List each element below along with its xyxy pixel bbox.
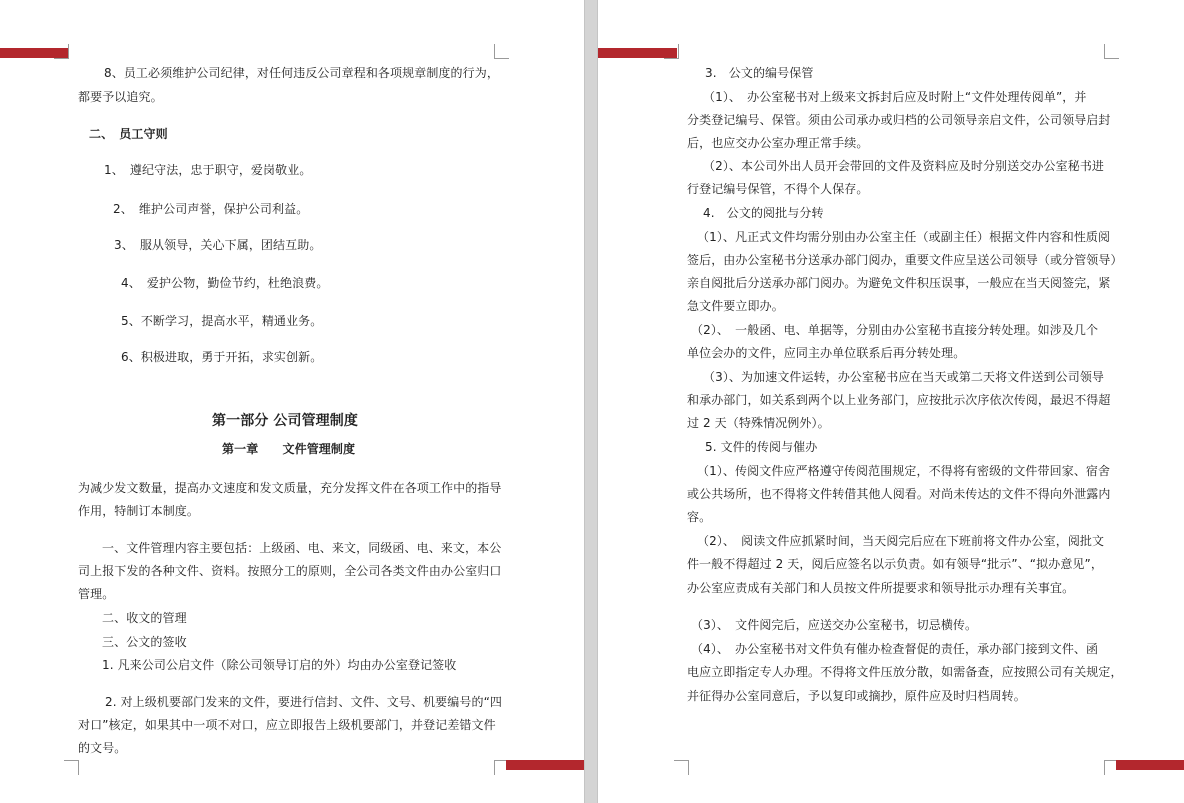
paragraph-line: 司上报下发的各种文件、资料。按照分工的原则，全公司各类文件由办公室归口	[78, 564, 502, 578]
paragraph-line: （2）、本公司外出人员开会带回的文件及资料应及时分别送交办公室秘书进	[703, 159, 1105, 173]
paragraph-line: 都要予以追究。	[78, 90, 163, 104]
part-title: 第一部分 公司管理制度	[212, 413, 358, 429]
paragraph-line: 行登记编号保管，不得个人保存。	[687, 182, 869, 196]
paragraph-line: 并征得办公室同意后，予以复印或摘抄，原件应及时归档周转。	[687, 689, 1026, 703]
section-heading: 二、 员工守则	[89, 127, 168, 141]
page-left[interactable]	[0, 0, 584, 803]
paragraph-line: 作用，特制订本制度。	[78, 504, 200, 518]
paragraph-line: （1）、凡正式文件均需分别由办公室主任（或副主任）根据文件内容和性质阅	[697, 230, 1111, 244]
crop-mark-top-left	[664, 44, 679, 59]
crop-mark-top-left	[54, 44, 69, 59]
footer-red-band	[506, 760, 584, 770]
paragraph-line: 管理。	[78, 587, 115, 601]
list-item: 1、 遵纪守法，忠于职守，爱岗敬业。	[104, 163, 312, 177]
list-item: 2、 维护公司声誉，保护公司利益。	[113, 202, 309, 216]
paragraph-line: （2）、 一般函、电、单据等，分别由办公室秘书直接分转处理。如涉及几个	[691, 323, 1099, 337]
paragraph-line: 对口”核定，如果其中一项不对口，应立即报告上级机要部门，并登记差错文件	[78, 718, 496, 732]
paragraph-line: 件一般不得超过 2 天，阅后应签名以示负责。如有领导“批示”、“拟办意见”，	[687, 557, 1103, 571]
page-gutter	[584, 0, 598, 803]
paragraph-line: 一、文件管理内容主要包括：上级函、电、来文，同级函、电、来文，本公	[102, 541, 502, 555]
subsection-heading: 三、公文的签收	[102, 635, 187, 649]
paragraph-line: 电应立即指定专人办理。不得将文件压放分散，如需备查，应按照公司有关规定，	[687, 665, 1123, 679]
crop-mark-top-right	[494, 44, 509, 59]
paragraph-line: （2）、 阅读文件应抓紧时间，当天阅完后应在下班前将文件办公室，阅批文	[697, 534, 1105, 548]
paragraph-line: 后，也应交办公室办理正常手续。	[687, 136, 869, 150]
list-item: 4、 爱护公物，勤俭节约，杜绝浪费。	[121, 276, 329, 290]
subsection-heading: 5. 文件的传阅与催办	[705, 440, 818, 454]
paragraph-line: （3）、 文件阅完后，应送交办公室秘书，切忌横传。	[691, 618, 978, 632]
paragraph-line: 容。	[687, 510, 712, 524]
paragraph-line: 8、员工必须维护公司纪律，对任何违反公司章程和各项规章制度的行为，	[104, 66, 499, 80]
list-item: 5、不断学习，提高水平，精通业务。	[121, 314, 323, 328]
paragraph-line: 签后，由办公室秘书分送承办部门阅办，重要文件应呈送公司领导（或分管领导）	[687, 253, 1123, 267]
paragraph-line: （4）、 办公室秘书对文件负有催办检查督促的责任，承办部门接到文件、函	[691, 642, 1099, 656]
paragraph-line: 单位会办的文件，应同主办单位联系后再分转处理。	[687, 346, 966, 360]
chapter-title: 第一章 文件管理制度	[222, 442, 356, 456]
paragraph-line: 或公共场所，也不得将文件转借其他人阅看。对尚未传达的文件不得向外泄露内	[687, 487, 1111, 501]
subsection-heading: 3. 公文的编号保管	[705, 66, 814, 80]
page-right[interactable]	[598, 0, 1184, 803]
paragraph-line: 办公室应责成有关部门和人员按文件所提要求和领导批示办理有关事宜。	[687, 581, 1075, 595]
crop-mark-bottom-left	[674, 760, 689, 775]
subsection-heading: 4. 公文的阅批与分转	[703, 206, 824, 220]
paragraph-line: 亲自阅批后分送承办部门阅办。为避免文件积压误事，一般应在当天阅签完，紧	[687, 276, 1111, 290]
paragraph-line: 2. 对上级机要部门发来的文件，要进行信封、文件、文号、机要编号的“四	[105, 695, 502, 709]
paragraph-line: （3）、为加速文件运转，办公室秘书应在当天或第二天将文件送到公司领导	[703, 370, 1105, 384]
paragraph-line: 过 2 天（特殊情况例外）。	[687, 416, 830, 430]
footer-red-band	[1116, 760, 1184, 770]
paragraph-line: 和承办部门，如关系到两个以上业务部门，应按批示次序依次传阅，最迟不得超	[687, 393, 1111, 407]
list-item: 6、积极进取，勇于开拓，求实创新。	[121, 350, 323, 364]
crop-mark-top-right	[1104, 44, 1119, 59]
paragraph-line: 的文号。	[78, 741, 127, 755]
paragraph-line: 为减少发文数量，提高办文速度和发文质量，充分发挥文件在各项工作中的指导	[78, 481, 502, 495]
paragraph-line: （1）、传阅文件应严格遵守传阅范围规定，不得将有密级的文件带回家、宿舍	[697, 464, 1111, 478]
paragraph-line: 分类登记编号、保管。须由公司承办或归档的公司领导亲启文件，公司领导启封	[687, 113, 1111, 127]
paragraph-line: （1）、 办公室秘书对上级来文拆封后应及时附上“文件处理传阅单”，并	[703, 90, 1087, 104]
subsection-heading: 二、收文的管理	[102, 611, 187, 625]
crop-mark-bottom-left	[64, 760, 79, 775]
paragraph-line: 1. 凡来公司公启文件（除公司领导订启的外）均由办公室登记签收	[102, 658, 457, 672]
list-item: 3、 服从领导，关心下属，团结互助。	[114, 238, 322, 252]
paragraph-line: 急文件要立即办。	[687, 299, 784, 313]
